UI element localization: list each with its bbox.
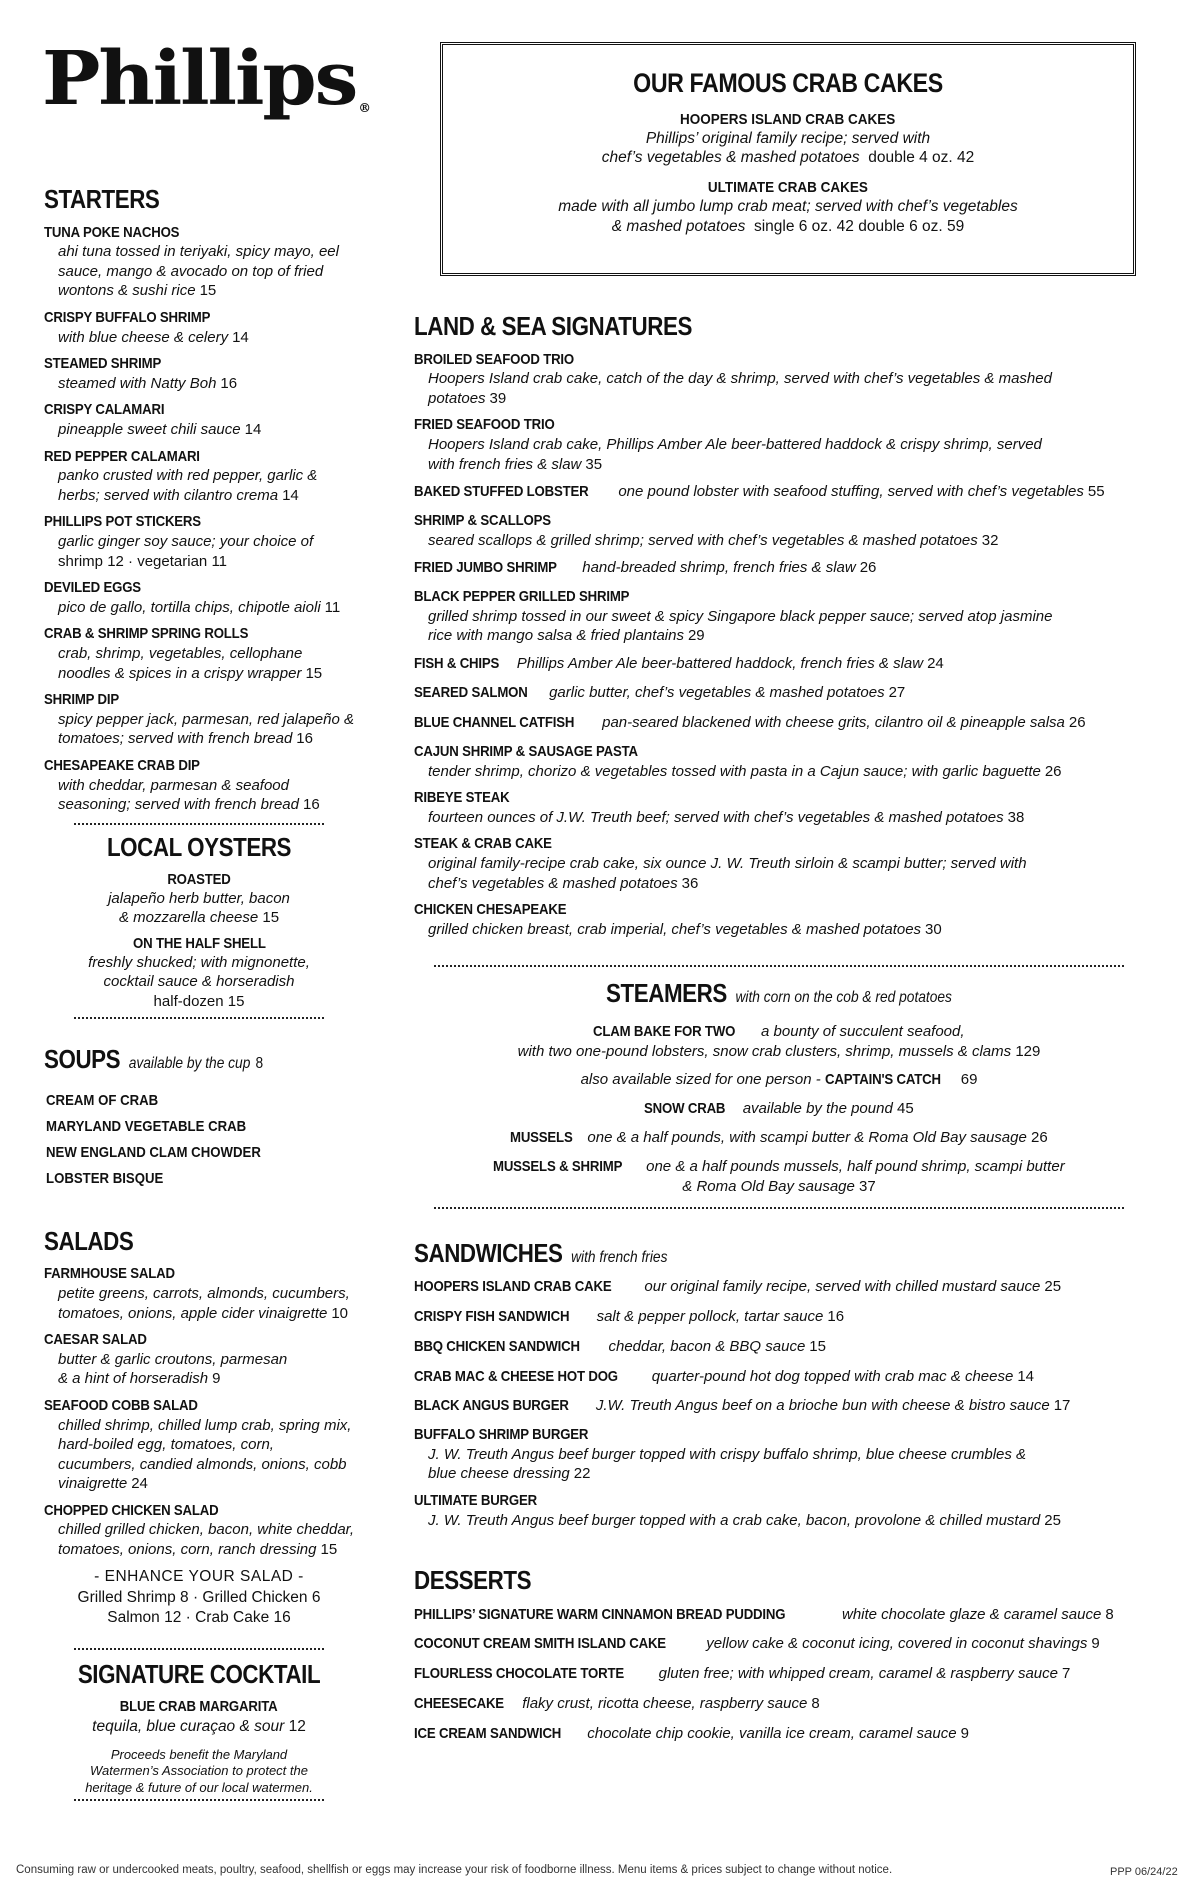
item-price: 15 (320, 1540, 338, 1558)
item-price: 12 (107, 552, 124, 570)
sandwiches-note: with french fries (571, 1248, 668, 1266)
item-name: PHILLIPS’ SIGNATURE WARM CINNAMON BREAD PUDDING (414, 1605, 786, 1623)
menu-item (414, 901, 1144, 939)
menu-item (414, 713, 1144, 733)
item-price: 26 (859, 559, 877, 577)
item-price: 14 (1017, 1367, 1035, 1385)
item-desc: grilled chicken breast, crab imperial, chef’s vegetables & mashed potatoes (428, 920, 922, 938)
sandwiches-list (414, 1277, 1144, 1530)
item-name: BLUE CHANNEL CATFISH (414, 714, 575, 732)
item-desc: grilled shrimp tossed in our sweet & spicy Singapore black pepper sauce; served atop jasmine rice with mango salsa & fried plantains (428, 607, 1053, 645)
menu-item (414, 1634, 1144, 1654)
item-price: 24 (131, 1475, 148, 1493)
item-price: 16 (302, 796, 320, 814)
menu-item (414, 1492, 1144, 1530)
steamers-note: with corn on the cob & red potatoes (735, 989, 952, 1007)
salads-title: SALADS (44, 1225, 134, 1256)
item-name: ULTIMATE CRAB CAKES (707, 179, 869, 197)
item-desc: Phillips’ original family recipe; served with (645, 129, 931, 147)
sandwiches-title (414, 1239, 1042, 1268)
menu-item (44, 625, 354, 683)
item-name: BBQ CHICKEN SANDWICH (414, 1337, 580, 1355)
item-desc: gluten free; with whipped cream, caramel & raspberry sauce (658, 1665, 1058, 1683)
item-price: 17 (1053, 1397, 1071, 1415)
item-name: CHICKEN CHESAPEAKE (414, 901, 567, 919)
enhance-options: Salmon 12 · Crab Cake 16 (107, 1608, 291, 1626)
item-name: CHEESECAKE (414, 1694, 504, 1712)
menu-item (44, 1265, 354, 1323)
item-name: MUSSELS & SHRIMP (493, 1158, 623, 1176)
item-price: 26 (1068, 714, 1086, 732)
soup-item: LOBSTER BISQUE (46, 1169, 164, 1187)
menu-item (414, 588, 1144, 646)
item-desc: quarter-pound hot dog topped with crab mac & cheese (651, 1367, 1014, 1385)
item-desc: flaky crust, ricotta cheese, raspberry sauce (522, 1694, 808, 1712)
logo-text: Phillips (42, 36, 357, 122)
item-price: 37 (859, 1178, 876, 1196)
item-desc: Phillips Amber Ale beer-battered haddock, french fries & slaw (516, 654, 924, 672)
item-name: ROASTED (167, 871, 231, 889)
item-name: BAKED STUFFED LOBSTER (414, 483, 589, 501)
cocktail-section (44, 1660, 354, 1797)
item-name: CAPTAIN'S CATCH (824, 1071, 941, 1089)
item-name: FRIED JUMBO SHRIMP (414, 559, 557, 577)
item-desc: original family-recipe crab cake, six ounce J. W. Treuth sirloin & scampi butter; served with chef’s vegetables & mashed potatoes (428, 855, 1027, 892)
item-desc: petite greens, carrots, almonds, cucumbers, tomatoes, onions, apple cider vinaigrette (58, 1285, 350, 1322)
steamer-item (414, 1157, 1144, 1196)
item-name: SHRIMP DIP (44, 691, 120, 709)
left-column (44, 185, 354, 1801)
item-desc: chilled grilled chicken, bacon, white cheddar, tomatoes, onions, corn, ranch dressing (58, 1521, 355, 1558)
item-name: CRISPY CALAMARI (44, 401, 165, 419)
item-desc: made with all jumbo lump crab meat; served with chef’s vegetables (558, 198, 1018, 216)
item-name: CRAB & SHRIMP SPRING ROLLS (44, 625, 249, 643)
item-price: 11 (211, 552, 228, 570)
item-desc: pineapple sweet chili sauce (58, 421, 241, 439)
item-desc: hand-breaded shrimp, french fries & slaw (582, 559, 856, 577)
item-price: 15 (199, 282, 217, 300)
item-price: half-dozen 15 (153, 992, 245, 1010)
oysters-title: LOCAL OYSTERS (106, 831, 292, 862)
item-price: 30 (925, 920, 942, 938)
steamer-item (414, 1129, 1144, 1148)
item-name: STEAK & CRAB CAKE (414, 835, 552, 853)
item-price: 12 (288, 1718, 306, 1736)
item-desc: J. W. Treuth Angus beef burger topped with a crab cake, bacon, provolone & chilled mustard (428, 1511, 1041, 1529)
soups-heading: SOUPS (44, 1044, 121, 1075)
item-desc: pan-seared blackened with cheese grits, cilantro oil & pineapple salsa (602, 714, 1065, 732)
item-name: ICE CREAM SANDWICH (414, 1724, 562, 1742)
oysters-section (44, 833, 354, 1012)
item-option: shrimp (58, 552, 104, 570)
item-price: 9 (960, 1724, 969, 1742)
menu-item (44, 1331, 354, 1389)
menu-item (44, 579, 354, 617)
item-price: 39 (489, 389, 507, 407)
item-desc: butter & garlic croutons, parmesan & a hint of horseradish (58, 1350, 288, 1388)
item-desc: with blue cheese & celery (58, 328, 229, 346)
note-line: Watermen’s Association to protect the (90, 1763, 308, 1779)
item-name: DEVILED EGGS (44, 579, 141, 597)
menu-item (414, 482, 1144, 502)
soups-price: 8 (255, 1055, 264, 1073)
item-name: CRAB MAC & CHEESE HOT DOG (414, 1367, 618, 1385)
starters-list (44, 224, 354, 815)
item-name: ULTIMATE BURGER (414, 1491, 537, 1509)
item-name: CAJUN SHRIMP & SAUSAGE PASTA (414, 742, 638, 760)
item-desc: J. W. Treuth Angus beef burger topped with crispy buffalo shrimp, blue cheese crumbles & blue cheese dressing (428, 1445, 1027, 1483)
soups-note: available by the cup (128, 1055, 251, 1073)
right-column (414, 312, 1144, 1753)
item-name: CRISPY BUFFALO SHRIMP (44, 308, 211, 326)
soup-item: CREAM OF CRAB (46, 1091, 159, 1109)
item-price: 26 (1031, 1128, 1048, 1146)
menu-item (414, 743, 1144, 781)
item-desc: crab, shrimp, vegetables, cellophane noodles & spices in a crispy wrapper (58, 645, 303, 682)
registered-mark: ® (358, 101, 369, 115)
item-name: BLACK PEPPER GRILLED SHRIMP (414, 587, 630, 605)
item-desc: Hoopers Island crab cake, catch of the day & shrimp, served with chef’s vegetables & mashed potatoes (428, 370, 1052, 407)
menu-item (44, 757, 354, 815)
steamers-title (465, 979, 1093, 1008)
item-name: BLUE CRAB MARGARITA (120, 1698, 278, 1716)
steamers-heading: STEAMERS (606, 978, 727, 1009)
item-desc: garlic butter, chef’s vegetables & mashed potatoes (549, 684, 885, 702)
menu-item (414, 789, 1144, 827)
desserts-list (414, 1605, 1144, 1744)
item-desc: panko crusted with red pepper, garlic & herbs; served with cilantro crema (58, 467, 318, 504)
menu-item (44, 1502, 354, 1560)
menu-item (414, 558, 1144, 578)
dotted-divider (74, 823, 324, 825)
item-desc: & Roma Old Bay sausage (682, 1178, 855, 1196)
cocktail-title: SIGNATURE COCKTAIL (77, 1658, 321, 1689)
phillips-logo (42, 36, 369, 122)
crab-cakes-title: OUR FAMOUS CRAB CAKES (633, 68, 943, 98)
enhance-options: Grilled Shrimp 8 · Grilled Chicken 6 (77, 1588, 321, 1606)
item-desc: tender shrimp, chorizo & vegetables tossed with pasta in a Cajun sauce; with garlic baguette (428, 762, 1041, 780)
item-desc: Hoopers Island crab cake, Phillips Amber Ale beer-battered haddock & crispy shrimp, served with french fries & slaw (428, 436, 1042, 473)
crab-cakes-box (440, 42, 1136, 276)
item-desc: available by the pound (742, 1099, 893, 1117)
item-name: BLACK ANGUS BURGER (414, 1397, 569, 1415)
item-desc: yellow cake & coconut icing, covered in coconut shavings (706, 1635, 1088, 1653)
item-desc: freshly shucked; with mignonette, (88, 954, 310, 972)
cocktail-note (44, 1747, 354, 1798)
menu-item (414, 512, 1144, 550)
dotted-divider (434, 1207, 1124, 1209)
item-price: 35 (585, 455, 603, 473)
item-name: SNOW CRAB (644, 1099, 726, 1117)
enhance-salad (44, 1567, 354, 1627)
item-desc: chocolate chip cookie, vanilla ice cream, caramel sauce (587, 1724, 957, 1742)
note-line: heritage & future of our local watermen. (85, 1780, 313, 1796)
menu-item (44, 1397, 354, 1494)
menu-item (414, 1396, 1144, 1416)
menu-item (414, 1694, 1144, 1714)
soups-title (44, 1045, 311, 1074)
item-price: 16 (296, 730, 313, 748)
menu-item (414, 1337, 1144, 1357)
item-desc: & mashed potatoes (611, 217, 746, 235)
item-name: SEAFOOD COBB SALAD (44, 1396, 198, 1414)
item-name: ON THE HALF SHELL (132, 935, 266, 953)
menu-item (414, 416, 1144, 474)
item-desc: & mozzarella cheese (118, 908, 259, 926)
item-name: SHRIMP & SCALLOPS (414, 511, 551, 529)
item-desc: with two one-pound lobsters, snow crab clusters, shrimp, mussels & clams (517, 1042, 1012, 1060)
item-price: 55 (1087, 483, 1105, 501)
dotted-divider (74, 1017, 324, 1019)
item-price: 129 (1015, 1042, 1041, 1060)
item-price: 9 (212, 1370, 221, 1388)
item-price: 45 (896, 1099, 914, 1117)
item-price: 15 (809, 1337, 826, 1355)
item-price: 27 (888, 684, 906, 702)
item-price: 11 (324, 598, 341, 616)
item-price: 8 (811, 1694, 820, 1712)
steamer-item (414, 1071, 1144, 1090)
crab-cake-item (443, 111, 1133, 168)
menu-item (44, 224, 354, 301)
item-name: BUFFALO SHRIMP BURGER (414, 1426, 589, 1444)
item-desc: spicy pepper jack, parmesan, red jalapeño & tomatoes; served with french bread (58, 710, 355, 748)
footer-code: PPP 06/24/22 (1110, 1866, 1178, 1878)
item-desc: steamed with Natty Boh (58, 374, 217, 392)
item-desc: fourteen ounces of J.W. Treuth beef; served with chef’s vegetables & mashed potatoes (428, 808, 1004, 826)
menu-item (44, 691, 354, 749)
dotted-divider (74, 1648, 324, 1650)
item-price: 29 (687, 627, 705, 645)
item-price: 14 (244, 421, 262, 439)
steamers-section (414, 979, 1144, 1196)
item-name: FARMHOUSE SALAD (44, 1265, 175, 1283)
item-name: RED PEPPER CALAMARI (44, 447, 200, 465)
menu-item (44, 309, 354, 347)
soup-item: NEW ENGLAND CLAM CHOWDER (46, 1143, 261, 1161)
item-price: 16 (827, 1308, 845, 1326)
steamer-item (414, 1022, 1144, 1061)
menu-item (414, 683, 1144, 703)
item-price: 26 (1044, 762, 1062, 780)
item-option: vegetarian (137, 552, 208, 570)
item-price: 15 (305, 664, 323, 682)
starters-title: STARTERS (44, 184, 160, 214)
soups-list (46, 1092, 354, 1187)
item-price: 16 (220, 374, 238, 392)
menu-item (44, 448, 354, 506)
note-line: Proceeds benefit the Maryland (110, 1746, 288, 1762)
item-price: 36 (681, 874, 699, 892)
item-price: 25 (1044, 1278, 1062, 1296)
item-price: 9 (1091, 1635, 1100, 1653)
menu-item (414, 1277, 1144, 1297)
item-price: 25 (1044, 1511, 1061, 1529)
menu-item (414, 654, 1144, 674)
item-name: CHESAPEAKE CRAB DIP (44, 756, 200, 774)
item-price: single 6 oz. 42 double 6 oz. 59 (753, 217, 965, 235)
salads-list (44, 1265, 354, 1559)
crab-cake-item (443, 179, 1133, 236)
item-name: BROILED SEAFOOD TRIO (414, 350, 575, 368)
item-desc: one & a half pounds, with scampi butter & Roma Old Bay sausage (587, 1128, 1027, 1146)
item-desc: cocktail sauce & horseradish (103, 972, 295, 990)
item-desc: with cheddar, parmesan & seafood seasoning; served with french bread (58, 776, 299, 814)
item-desc: tequila, blue curaçao & sour (92, 1718, 285, 1736)
item-price: 14 (282, 486, 299, 504)
item-price: 8 (1105, 1605, 1114, 1623)
desserts-title: DESSERTS (414, 1565, 532, 1596)
item-price: 22 (573, 1465, 591, 1483)
menu-item (414, 1307, 1144, 1327)
menu-item (414, 835, 1144, 893)
steamer-item (414, 1100, 1144, 1119)
item-name: HOOPERS ISLAND CRAB CAKE (414, 1278, 612, 1296)
menu-item (414, 1367, 1144, 1387)
item-desc: also available sized for one person - (580, 1071, 821, 1089)
item-name: CHOPPED CHICKEN SALAD (44, 1501, 219, 1519)
soup-item: MARYLAND VEGETABLE CRAB (46, 1117, 247, 1135)
item-name: TUNA POKE NACHOS (44, 223, 180, 241)
item-desc: pico de gallo, tortilla chips, chipotle aioli (58, 598, 321, 616)
land-sea-list (414, 351, 1144, 940)
menu-item (414, 1426, 1144, 1484)
item-price: 38 (1007, 808, 1025, 826)
item-name: PHILLIPS POT STICKERS (44, 513, 201, 531)
item-price: 10 (331, 1304, 349, 1322)
item-desc: ahi tuna tossed in teriyaki, spicy mayo, eel sauce, mango & avocado on top of fried wontons & sushi rice (58, 243, 339, 300)
item-desc: J.W. Treuth Angus beef on a brioche bun with cheese & bistro sauce (595, 1397, 1050, 1415)
item-name: FLOURLESS CHOCOLATE TORTE (414, 1665, 624, 1683)
item-name: SEARED SALMON (414, 684, 528, 702)
item-desc: chilled shrimp, chilled lump crab, spring mix, hard-boiled egg, tomatoes, corn, cucumbers, candied almonds, onions, cobb vinaigrette (58, 1416, 352, 1493)
item-price: 32 (981, 531, 999, 549)
item-desc: salt & pepper pollock, tartar sauce (596, 1308, 824, 1326)
enhance-title: - ENHANCE YOUR SALAD - (94, 1568, 304, 1586)
footer-disclaimer: Consuming raw or undercooked meats, poultry, seafood, shellfish or eggs may increase your risk of foodborne illness. Menu items & prices subject to change without notice. (16, 1864, 893, 1876)
menu-item (44, 513, 354, 571)
menu-item (414, 1724, 1144, 1744)
item-price: 14 (232, 328, 249, 346)
item-price: 24 (927, 654, 944, 672)
item-name: STEAMED SHRIMP (44, 355, 162, 373)
item-price: 15 (262, 908, 280, 926)
item-price: 69 (960, 1071, 978, 1089)
item-desc: our original family recipe, served with chilled mustard sauce (644, 1278, 1041, 1296)
item-name: FISH & CHIPS (414, 654, 500, 672)
item-name: CAESAR SALAD (44, 1331, 147, 1349)
menu-item (414, 1664, 1144, 1684)
menu-item (44, 401, 354, 439)
dotted-divider (434, 965, 1124, 967)
item-name: RIBEYE STEAK (414, 789, 510, 807)
sandwiches-heading: SANDWICHES (414, 1237, 563, 1268)
menu-item (414, 1605, 1144, 1625)
item-name: FRIED SEAFOOD TRIO (414, 416, 555, 434)
item-name: CRISPY FISH SANDWICH (414, 1308, 570, 1326)
item-desc: garlic ginger soy sauce; your choice of (58, 533, 314, 551)
item-desc: cheddar, bacon & BBQ sauce (608, 1337, 806, 1355)
separator: · (128, 552, 134, 570)
item-name: HOOPERS ISLAND CRAB CAKES (680, 110, 896, 128)
item-desc: one & a half pounds mussels, half pound shrimp, scampi butter (646, 1158, 1065, 1176)
item-name: MUSSELS (510, 1128, 573, 1146)
item-desc: seared scallops & grilled shrimp; served with chef’s vegetables & mashed potatoes (428, 531, 978, 549)
menu-item (44, 355, 354, 393)
item-name: CLAM BAKE FOR TWO (593, 1022, 736, 1040)
item-desc: jalapeño herb butter, bacon (108, 889, 290, 907)
item-desc: a bounty of succulent seafood, (761, 1022, 965, 1040)
menu-item (414, 351, 1144, 409)
item-name: COCONUT CREAM SMITH ISLAND CAKE (414, 1635, 666, 1653)
item-desc: chef’s vegetables & mashed potatoes (601, 149, 860, 167)
dotted-divider (74, 1799, 324, 1801)
item-price: 7 (1061, 1665, 1071, 1683)
item-desc: one pound lobster with seafood stuffing, served with chef’s vegetables (618, 483, 1084, 501)
land-sea-title: LAND & SEA SIGNATURES (414, 311, 692, 341)
item-price: double 4 oz. 42 (868, 149, 975, 167)
item-desc: white chocolate glaze & caramel sauce (842, 1605, 1102, 1623)
